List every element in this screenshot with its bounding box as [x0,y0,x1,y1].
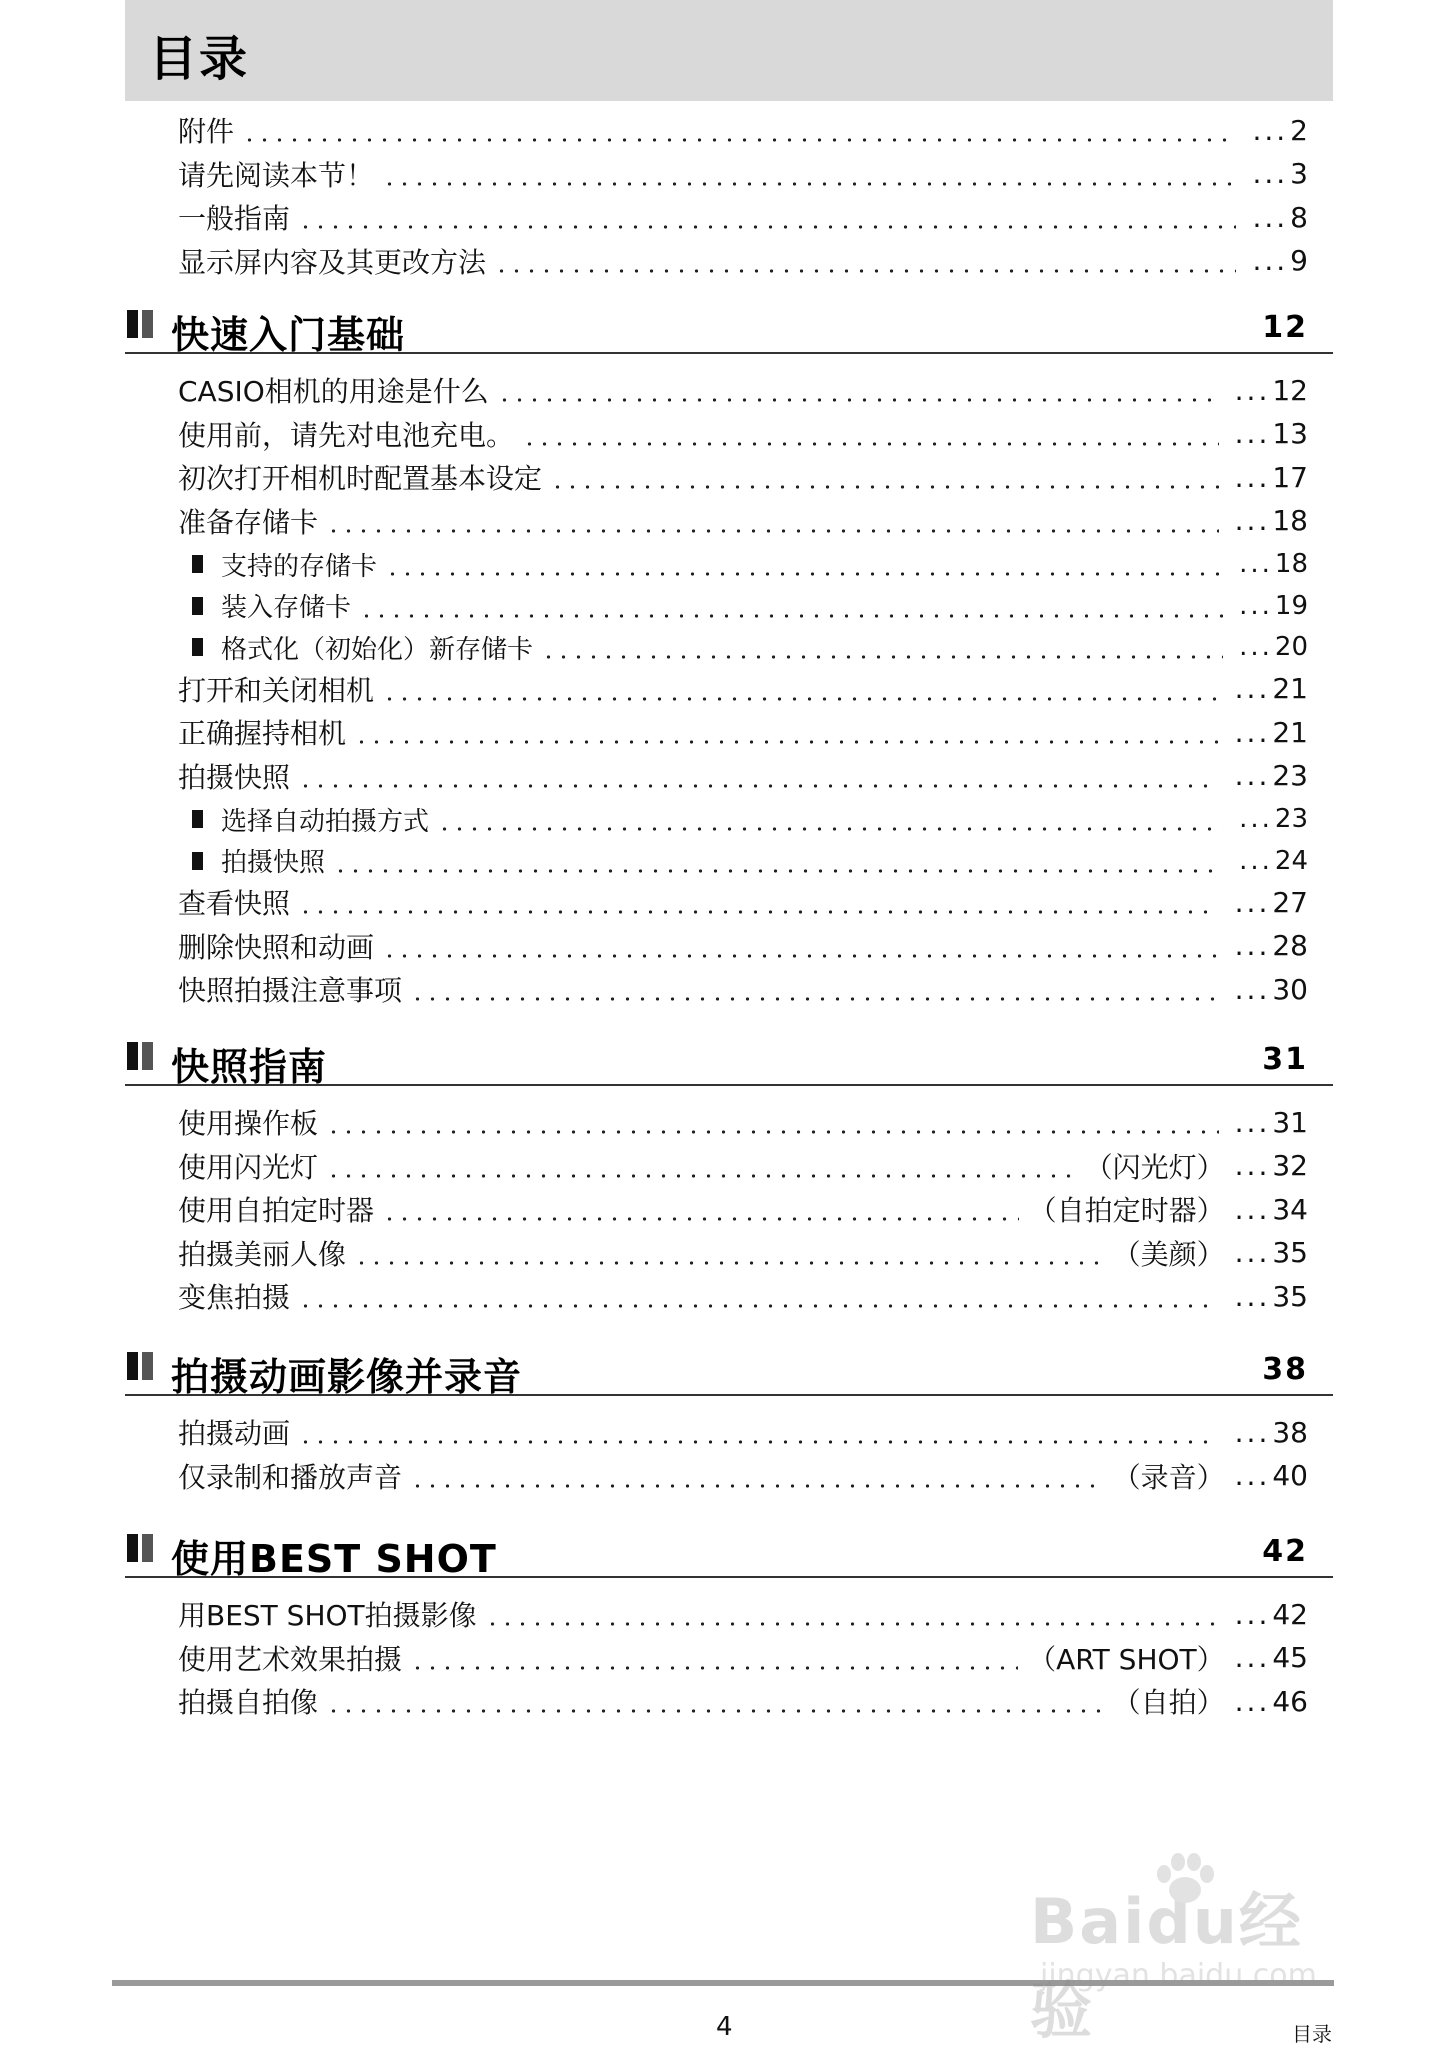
toc-entry[interactable] [178,882,1308,922]
toc-entry-note: （录音） [1112,1460,1225,1494]
page-title: 目录 [149,31,250,87]
toc-entry-label: 选择自动拍摄方式 [221,806,430,837]
toc-entry-page: ... 13 [1229,417,1308,450]
toc-entry-page: ... 24 [1233,846,1308,876]
toc-entry-page: ... 18 [1233,549,1308,579]
toc-entry-label: 使用闪光灯 [178,1150,319,1184]
toc-entry[interactable] [178,241,1308,281]
toc-entry-page: ... 20 [1233,632,1308,662]
toc-entry[interactable] [178,1233,1308,1273]
dot-leader [514,414,1229,454]
toc-entry[interactable] [178,1681,1308,1721]
toc-entry-label: 请先阅读本节！ [178,158,375,192]
dot-leader [318,1102,1229,1142]
toc-entry-label: 拍摄快照 [221,848,326,878]
page-number: 4 [716,2012,733,2042]
toc-entry-label: 格式化（初始化）新存储卡 [221,634,534,665]
toc-entry[interactable] [178,1146,1308,1186]
toc-entry-page: ... 46 [1229,1685,1308,1718]
toc-entry-page: ... 23 [1229,759,1308,792]
toc-entry-label: 拍摄美丽人像 [178,1237,347,1271]
toc-entry-page: ... 38 [1229,1416,1308,1449]
section-title: 使用BEST SHOT [171,1537,497,1581]
toc-entry[interactable] [178,197,1308,237]
toc-entry-note: （闪光灯） [1084,1150,1225,1184]
section-page: 12 [1262,310,1308,345]
dot-leader [290,1412,1229,1452]
dot-leader [374,1189,1029,1229]
dot-leader [429,799,1233,839]
dot-leader [290,1276,1229,1316]
bullet-icon [192,852,203,870]
section-header[interactable] [125,1030,1333,1089]
toc-entry[interactable] [178,1189,1308,1229]
toc-entry-label: 拍摄自拍像 [178,1686,319,1719]
dot-leader [402,969,1229,1009]
toc-entry-note: （自拍） [1112,1686,1225,1719]
dot-leader [290,882,1229,922]
toc-entry-label: 用BEST SHOT拍摄影像 [178,1599,477,1632]
toc-entry[interactable] [178,712,1308,752]
toc-entry-label: 正确握持相机 [178,717,347,750]
toc-entry-label: 变焦拍摄 [178,1281,291,1314]
toc-entry-page: ... 19 [1233,591,1308,621]
toc-entry-label: CASIO相机的用途是什么 [178,375,489,408]
dot-leader [486,241,1246,281]
section-page: 42 [1262,1534,1308,1569]
toc-entry-page: ... 28 [1229,929,1308,962]
toc-entry[interactable] [178,1276,1308,1316]
watermark-url: jingyan.baidu.com [1040,1958,1317,1993]
toc-entry[interactable] [178,969,1308,1009]
section-header[interactable] [125,298,1333,357]
toc-entry[interactable] [178,1102,1308,1142]
dot-leader [346,1233,1113,1273]
toc-entry-note: （ART SHOT） [1028,1642,1225,1676]
toc-entry-page: ... 40 [1229,1459,1308,1492]
toc-entry-page: ... 35 [1229,1236,1308,1269]
dot-leader [374,926,1229,966]
toc-entry[interactable] [178,154,1308,194]
bullet-icon [192,638,203,656]
section-header[interactable] [125,1522,1333,1581]
toc-entry-page: ... 31 [1229,1106,1308,1139]
toc-entry-page: ... 42 [1229,1598,1308,1631]
toc-entry-page: ... 45 [1229,1641,1308,1674]
bullet-icon [192,810,203,828]
toc-entry-label: 附件 [178,115,235,148]
toc-entry-label: 使用操作板 [178,1107,319,1140]
toc-entry[interactable] [178,756,1308,796]
footer-section-label: 目录 [1292,2022,1332,2046]
toc-entry-label: 查看快照 [178,887,291,920]
toc-entry-page: ... 3 [1246,157,1308,190]
toc-entry-label: 装入存储卡 [221,593,352,623]
dot-leader [402,1638,1028,1678]
bullet-icon [192,597,203,615]
toc-entry-label: 支持的存储卡 [221,551,378,582]
dot-leader [234,110,1246,150]
section-title: 快照指南 [171,1045,328,1089]
toc-entry[interactable] [178,110,1308,150]
toc-entry[interactable] [178,926,1308,966]
toc-entry-page: ... 27 [1229,886,1308,919]
toc-subentry[interactable] [192,586,1308,626]
toc-entry-label: 初次打开相机时配置基本设定 [178,462,543,495]
dot-leader [318,1681,1113,1721]
toc-subentry[interactable] [192,544,1308,584]
section-marker-icon [127,1042,153,1070]
dot-leader [477,1594,1229,1634]
toc-entry-page: ... 9 [1246,244,1308,277]
toc-entry[interactable] [178,1594,1308,1634]
dot-leader [318,501,1229,541]
toc-entry-label: 仅录制和播放声音 [178,1460,403,1494]
toc-entry-label: 使用艺术效果拍摄 [178,1642,403,1676]
dot-leader [290,756,1229,796]
toc-entry-label: 拍摄动画 [178,1417,291,1450]
dot-leader [346,712,1229,752]
toc-entry[interactable] [178,457,1308,497]
toc-entry-label: 打开和关闭相机 [178,673,375,707]
toc-entry-label: 使用前，请先对电池充电。 [178,418,515,452]
toc-entry-label: 拍摄快照 [178,760,291,794]
section-page: 31 [1262,1042,1308,1077]
toc-entry[interactable] [178,1412,1308,1452]
toc-entry-label: 使用自拍定时器 [178,1194,375,1227]
section-page: 38 [1262,1352,1308,1387]
toc-subentry[interactable] [192,841,1308,881]
toc-entry-page: ... 21 [1229,672,1308,705]
dot-leader [402,1456,1113,1496]
watermark-brand: Baidu经验 [1030,1885,1303,2047]
toc-entry-page: ... 12 [1229,374,1308,407]
section-title: 快速入门基础 [171,313,406,357]
toc-entry[interactable] [178,1638,1308,1678]
paw-icon [1150,1850,1220,1910]
toc-entry-page: ... 18 [1229,504,1308,537]
toc-entry-label: 删除快照和动画 [178,930,375,964]
dot-leader [377,544,1233,584]
toc-entry-label: 显示屏内容及其更改方法 [178,245,487,279]
toc-entry-label: 准备存储卡 [178,505,319,539]
dot-leader [318,1146,1085,1186]
toc-entry[interactable] [178,1456,1308,1496]
dot-leader [542,457,1229,497]
section-marker-icon [127,1534,153,1562]
dot-leader [325,841,1233,881]
dot-leader [351,586,1233,626]
toc-entry-page: ... 34 [1229,1193,1308,1226]
toc-entry[interactable] [178,669,1308,709]
toc-entry-note: （美颜） [1112,1237,1225,1271]
toc-entry-note: （自拍定时器） [1028,1194,1225,1227]
toc-subentry[interactable] [192,799,1308,839]
toc-entry-page: ... 17 [1229,461,1308,494]
toc-entry-page: ... 23 [1233,804,1308,834]
toc-entry-page: ... 8 [1246,201,1308,234]
bullet-icon [192,555,203,573]
dot-leader [533,627,1233,667]
toc-subentry[interactable] [192,627,1308,667]
section-marker-icon [127,310,153,338]
section-title: 拍摄动画影像并录音 [171,1355,523,1399]
dot-leader [489,370,1229,410]
toc-entry-page: ... 32 [1229,1149,1308,1182]
toc-entry-label: 快照拍摄注意事项 [178,974,403,1007]
toc-entry-page: ... 35 [1229,1280,1308,1313]
toc-entry-page: ... 30 [1229,973,1308,1006]
toc-entry-label: 一般指南 [178,202,291,235]
section-header[interactable] [125,1340,1333,1399]
toc-entry[interactable] [178,414,1308,454]
toc-entry-page: ... 2 [1246,114,1308,147]
dot-leader [374,154,1246,194]
dot-leader [374,669,1229,709]
section-marker-icon [127,1352,153,1380]
toc-entry[interactable] [178,370,1308,410]
dot-leader [290,197,1246,237]
toc-entry-page: ... 21 [1229,716,1308,749]
toc-entry[interactable] [178,501,1308,541]
